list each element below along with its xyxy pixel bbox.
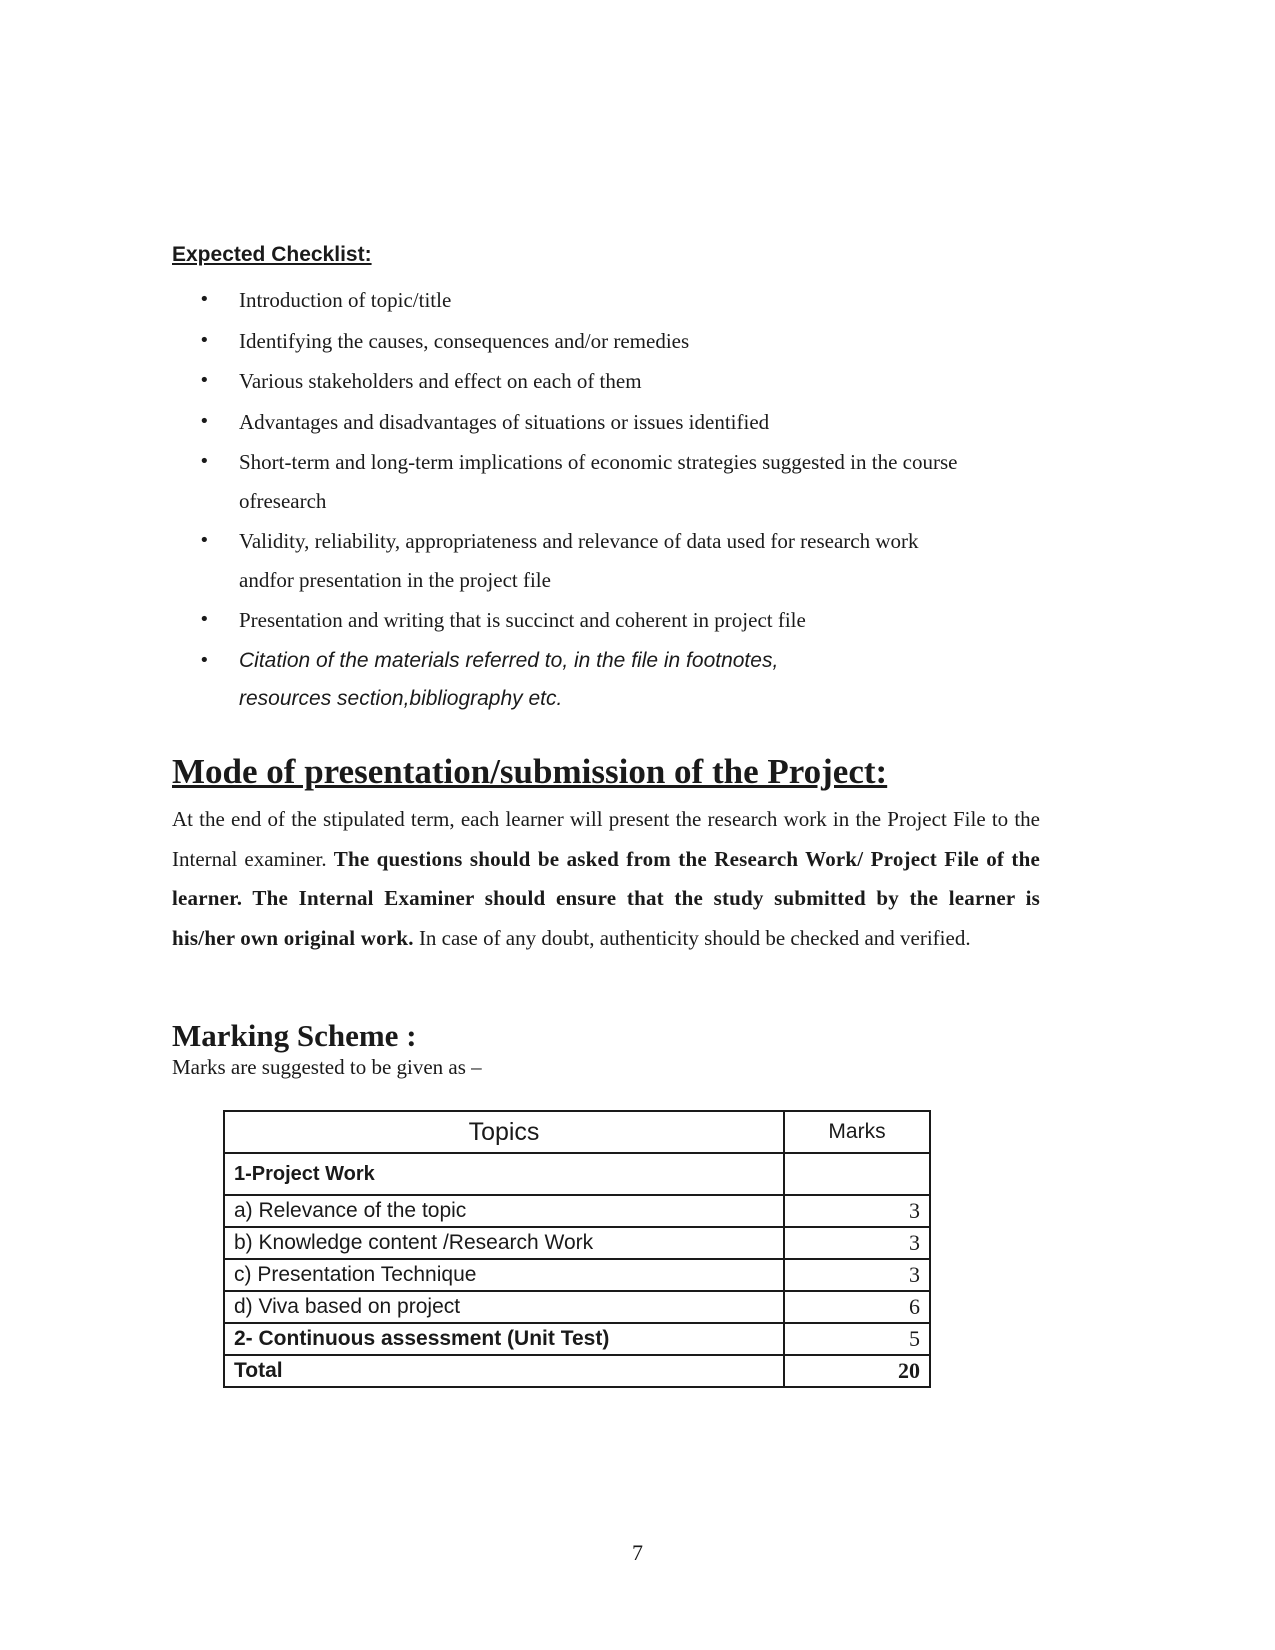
checklist-item: • Presentation and writing that is succinct and coherent in project file	[172, 601, 1052, 640]
table-row	[224, 1227, 930, 1259]
row-topic: c) Presentation Technique	[224, 1259, 784, 1291]
table-row	[224, 1323, 930, 1355]
mode-heading: Mode of presentation/submission of the Project:	[172, 752, 888, 791]
table-row	[224, 1195, 930, 1227]
table-header-row	[224, 1111, 930, 1153]
bullet-icon: •	[199, 609, 210, 630]
checklist-item: • Introduction of topic/title	[172, 281, 1052, 320]
row-topic: 2- Continuous assessment (Unit Test)	[224, 1323, 784, 1355]
row-marks: 5	[784, 1323, 930, 1355]
row-topic: a) Relevance of the topic	[224, 1195, 784, 1227]
row-marks: 20	[784, 1355, 930, 1387]
header-topics: Topics	[224, 1111, 784, 1153]
checklist-item: • Short-term and long-term implications of economic strategies suggested in the course ofresearch	[172, 443, 1052, 520]
row-marks: 6	[784, 1291, 930, 1323]
row-marks: 3	[784, 1227, 930, 1259]
table-row	[224, 1291, 930, 1323]
checklist-item: • Citation of the materials referred to, in the file in footnotes, resources section,bibliography etc.	[172, 642, 1052, 719]
checklist-item: • Various stakeholders and effect on each of them	[172, 362, 1052, 401]
checklist-item: • Identifying the causes, consequences and/or remedies	[172, 322, 1052, 361]
header-marks: Marks	[784, 1111, 930, 1153]
bullet-icon: •	[199, 530, 210, 551]
checklist-list	[172, 281, 1052, 721]
bullet-icon: •	[199, 370, 210, 391]
marking-subtitle: Marks are suggested to be given as –	[172, 1055, 482, 1079]
checklist-item: • Advantages and disadvantages of situations or issues identified	[172, 403, 1052, 442]
row-marks: 3	[784, 1259, 930, 1291]
checklist-item: • Validity, reliability, appropriateness and relevance of data used for research work andfor presentation in the project file	[172, 522, 1052, 599]
row-marks: 3	[784, 1195, 930, 1227]
bullet-icon: •	[199, 649, 210, 671]
table-row	[224, 1153, 930, 1195]
row-topic: Total	[224, 1355, 784, 1387]
bullet-icon: •	[199, 451, 210, 472]
marking-heading: Marking Scheme :	[172, 1018, 417, 1053]
table-row	[224, 1259, 930, 1291]
row-marks	[784, 1153, 930, 1195]
bullet-icon: •	[199, 329, 210, 351]
bullet-icon: •	[199, 410, 210, 432]
row-topic: b) Knowledge content /Research Work	[224, 1227, 784, 1259]
bullet-icon: •	[199, 289, 210, 310]
row-topic: 1-Project Work	[224, 1153, 784, 1195]
page-number: 7	[632, 1540, 643, 1565]
checklist-heading: Expected Checklist:	[172, 243, 372, 266]
mode-paragraph: At the end of the stipulated term, each learner will present the research work in the Project File to the Internal examiner. The questions should be asked from the Research Work/ Project File of the learner. The Internal Examiner should ensure that the study submitted by the learner is his/her own original work. In case of any doubt, authenticity should be checked and verified.	[172, 807, 1041, 950]
marks-table	[223, 1110, 931, 1388]
table-row-total	[224, 1355, 930, 1387]
row-topic: d) Viva based on project	[224, 1291, 784, 1323]
